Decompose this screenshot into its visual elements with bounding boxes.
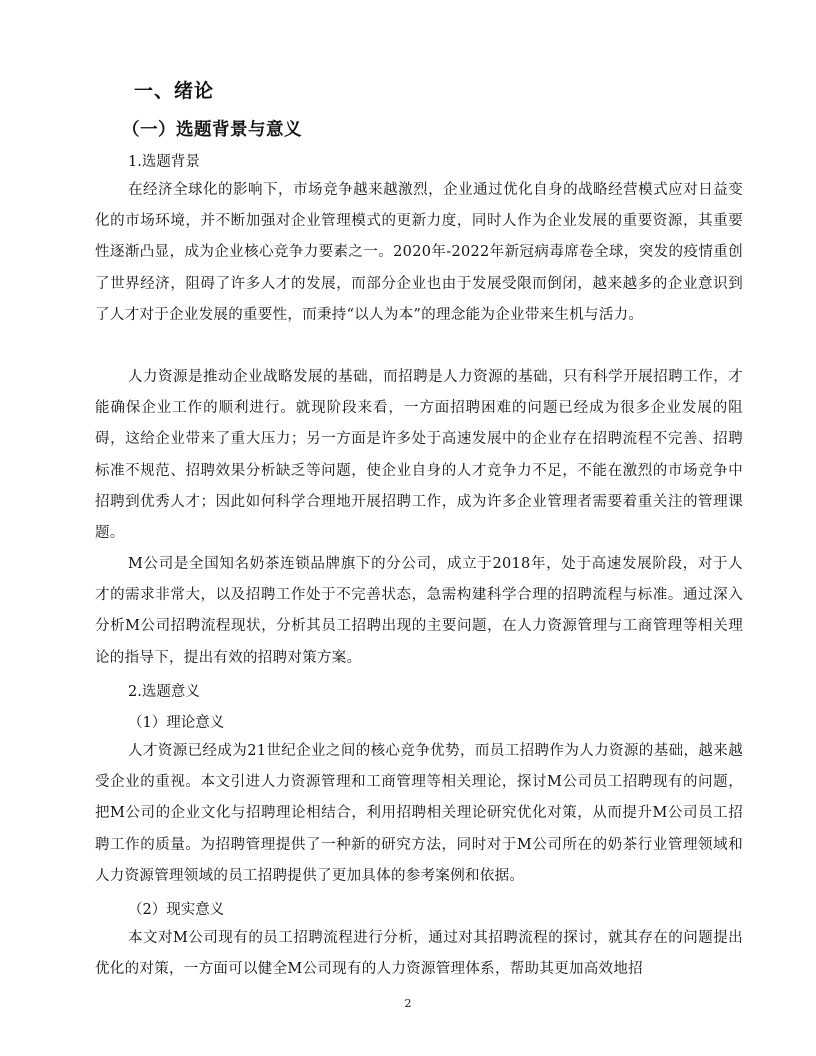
paragraph-practice: 本文对M公司现有的员工招聘流程进行分析，通过对其招聘流程的探讨，就其存在的问题提出优化的对策，一方面可以健全M公司现有的人力资源管理体系，帮助其更加高效地招	[95, 930, 743, 978]
paragraph-theory: 人才资源已经成为21世纪企业之间的核心竞争优势，而员工招聘作为人力资源的基础，越来越受企业的重视。本文引进人力资源管理和工商管理等相关理论，探讨M公司员工招聘现有的问题，把M公司的企业文化与招聘理论相结合，利用招聘相关理论研究优化对策，从而提升M公司员工招聘工作的质量。为招聘管理提供了一种新的研究方法，同时对于M公司所在的奶茶行业管理领域和人力资源管理领域的员工招聘提供了更加具体的参考案例和依据。	[95, 743, 743, 884]
page-number: 2	[404, 997, 412, 1010]
subsection-heading-significance: 2.选题意义	[128, 684, 200, 700]
subsection-heading-background: 1.选题背景	[128, 154, 200, 170]
subsection-heading-practice: （2）现实意义	[128, 902, 225, 918]
paragraph-background-2: 人力资源是推动企业战略发展的基础，而招聘是人力资源的基础，只有科学开展招聘工作，才能确保企业工作的顺利进行。就现阶段来看，一方面招聘困难的问题已经成为很多企业发展的阻碍，这给企业带来了重大压力；另一方面是许多处于高速发展中的企业存在招聘流程不完善、招聘标准不规范、招聘效果分析缺乏等问题，使企业自身的人才竞争力不足，不能在激烈的市场竞争中招聘到优秀人才；因此如何科学合理地开展招聘工作，成为许多企业管理者需要着重关注的管理课题。	[95, 369, 743, 542]
paragraph-background-1: 在经济全球化的影响下，市场竞争越来越激烈，企业通过优化自身的战略经营模式应对日益变化的市场环境，并不断加强对企业管理模式的更新力度，同时人作为企业发展的重要资源，其重要性逐渐凸显，成为企业核心竞争力要素之一。2020年-2022年新冠病毒席卷全球，突发的疫情重创了世界经济，阻碍了许多人才的发展，而部分企业也由于发展受限而倒闭，越来越多的企业意识到了人才对于企业发展的重要性，而秉持“以人为本”的理念能为企业带来生机与活力。	[95, 182, 743, 323]
paragraph-background-3: M公司是全国知名奶茶连锁品牌旗下的分公司，成立于2018年，处于高速发展阶段，对于人才的需求非常大，以及招聘工作处于不完善状态，急需构建科学合理的招聘流程与标准。通过深入分析M公司招聘流程现状，分析其员工招聘出现的主要问题，在人力资源管理与工商管理等相关理论的指导下，提出有效的招聘对策方案。	[95, 556, 743, 666]
subsection-heading-theory: （1）理论意义	[128, 715, 225, 731]
chapter-heading: 一、绪论	[134, 80, 215, 102]
section-heading: （一）选题背景与意义	[122, 120, 302, 140]
